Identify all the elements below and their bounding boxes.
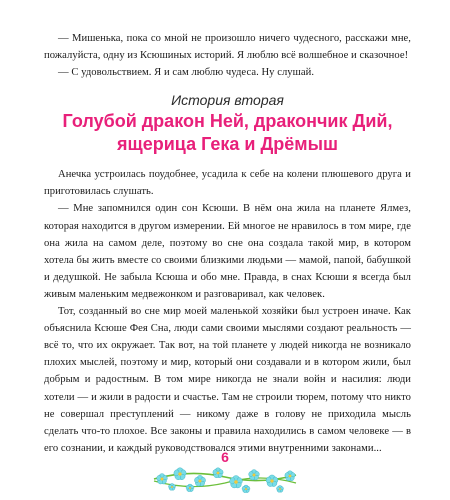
flower-icon <box>156 474 168 485</box>
flower-garland-icon <box>150 461 300 495</box>
page-body <box>44 30 411 457</box>
flower-icon <box>242 485 251 493</box>
chapter-heading <box>44 91 411 156</box>
flower-icon <box>265 475 278 488</box>
story-paragraph-3: Тот, созданный во сне мир моей маленькой хозяйки был устроен иначе. Как объяснила Ксюше Фея Сна, люди сами своими мыслями создают реальность — всё то, что их окружает. Так вот, на той планете у людей никогда не возникало плохих мыслей, поэтому и мир, который они создавали и в котором жили, был добрым и радостным. В том мире никогда не знали войн и насилия: люди хотели — и жили в радости и счастье. Там не строили тюрем, потому что никто не совершал преступлений — никому даже в голову не приходила мысль сделать что-то плохое. Все законы и правила находились в самом человеке — в его сознании, и каждый руководствовался этими внутренними законами... <box>44 306 411 454</box>
flower-icon <box>186 484 195 492</box>
flower-icon <box>248 470 260 481</box>
flower-icon <box>173 468 187 481</box>
flower-icon <box>194 475 206 487</box>
story-text <box>44 166 411 457</box>
intro-paragraph-2: — С удовольствием. Я и сам люблю чудеса. Ну слушай. <box>58 67 315 79</box>
page-footer <box>150 449 300 495</box>
chapter-title-line-2: ящерица Гека и Дрёмыш <box>117 134 338 155</box>
page-number: 6 <box>221 449 229 465</box>
story-paragraph-2: — Мне запомнился один сон Ксюши. В нём она жила на планете Ялмез, которая находится в другом измерении. Ей многое не нравилось в том мире, где она жила на самом деле, поэтому во сне она создала такой мир, в котором хотела бы жить вместе со своими близкими людьми — мамой, папой, бабушкой и дедушкой. Не забыла Ксюша и обо мне. Правда, в снах Ксюши я всегда был живым маленьким медвежонком и разговаривал, как человек. <box>44 203 411 300</box>
flower-icon <box>276 485 284 492</box>
chapter-title-line-1: Голубой дракон Ней, дракончик Дий, <box>62 111 393 132</box>
chapter-label: История вторая <box>171 92 284 109</box>
story-paragraph-1: Анечка устроилась поудобнее, усадила к себе на колени плюшевого друга и приготовилась слушать. <box>44 169 411 198</box>
intro-paragraph-1: — Мишенька, пока со мной не произошло ничего чудесного, расскажи мне, пожалуйста, одну из Ксюшиных историй. Я люблю всё волшебное и сказочное! <box>44 33 411 62</box>
